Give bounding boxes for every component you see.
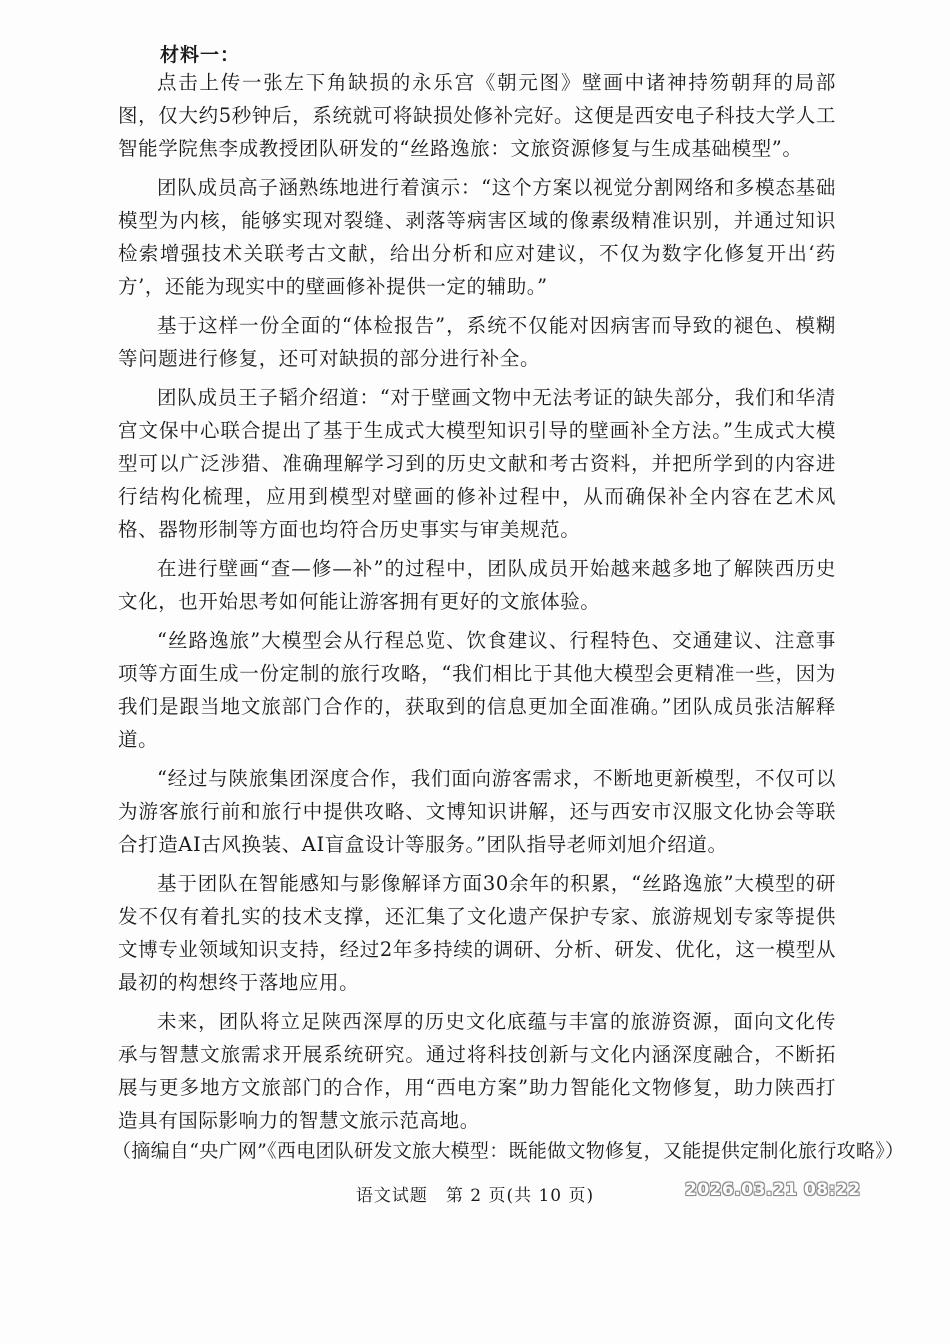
paragraph: 团队成员王子韬介绍道：“对于壁画文物中无法考证的缺失部分，我们和华清宫文保中心联合提出了基于生成式大模型知识引导的壁画补全方法。”生成式大模型可以广泛涉猎、准确理解学习到的历史文献和考古资料，并把所学到的内容进行结构化梳理，应用到模型对壁画的修补过程中，从而确保补全内容在艺术风格、器物形制等方面也均符合历史事实与审美规范。 [118,386,836,541]
paragraph: 基于这样一份全面的“体检报告”，系统不仅能对因病害而导致的褪色、模糊等问题进行修复，还可对缺损的部分进行补全。 [118,314,836,370]
paragraph: 点击上传一张左下角缺损的永乐宫《朝元图》壁画中诸神持笏朝拜的局部图，仅大约5秒钟后，系统就可将缺损处修补完好。这便是西安电子科技大学人工智能学院焦李成教授团队研发的“丝路逸旅：文旅资源修复与生成基础模型”。 [118,71,836,160]
paragraph: 未来，团队将立足陕西深厚的历史文化底蕴与丰富的旅游资源，面向文化传承与智慧文旅需求开展系统研究。通过将科技创新与文化内涵深度融合，不断拓展与更多地方文旅部门的合作，用“西电方案”助力智能化文物修复，助力陕西打造具有国际影响力的智慧文旅示范高地。 [118,1010,836,1132]
paragraph: 在进行壁画“查—修—补”的过程中，团队成员开始越来越多地了解陕西历史文化，也开始思考如何能让游客拥有更好的文旅体验。 [118,557,836,613]
paragraph: 基于团队在智能感知与影像解译方面30余年的积累，“丝路逸旅”大模型的研发不仅有着扎实的技术支撑，还汇集了文化遗产保护专家、旅游规划专家等提供文博专业领域知识支持，经过2年多持续的调研、分析、研发、优化，这一模型从最初的构想终于落地应用。 [118,872,836,994]
paragraph: “经过与陕旅集团深度合作，我们面向游客需求，不断地更新模型，不仅可以为游客旅行前和旅行中提供攻略、文博知识讲解，还与西安市汉服文化协会等联合打造AI古风换装、AI盲盒设计等服务。”团队指导老师刘旭介绍道。 [118,767,836,856]
page-footer: 语文试题 第 2 页(共 10 页) [355,1186,595,1206]
source-citation: （摘编自“央广网”《西电团队研发文旅大模型：既能做文物修复，又能提供定制化旅行攻略》） [112,1140,905,1162]
timestamp-stamp: 2026.03.21 08:22 [685,1180,861,1200]
article-body [118,66,836,1143]
paragraph: “丝路逸旅”大模型会从行程总览、饮食建议、行程特色、交通建议、注意事项等方面生成一份定制的旅行攻略，“我们相比于其他大模型会更精准一些，因为我们是跟当地文旅部门合作的，获取到的信息更加全面准确。”团队成员张洁解释道。 [118,629,836,751]
paragraph: 团队成员高子涵熟练地进行着演示：“这个方案以视觉分割网络和多模态基础模型为内核，能够实现对裂缝、剥落等病害区域的像素级精准识别，并通过知识检索增强技术关联考古文献，给出分析和应对建议，不仅为数字化修复开出‘药方’，还能为现实中的壁画修补提供一定的辅助。” [118,176,836,298]
material-title: 材料一： [160,44,241,66]
